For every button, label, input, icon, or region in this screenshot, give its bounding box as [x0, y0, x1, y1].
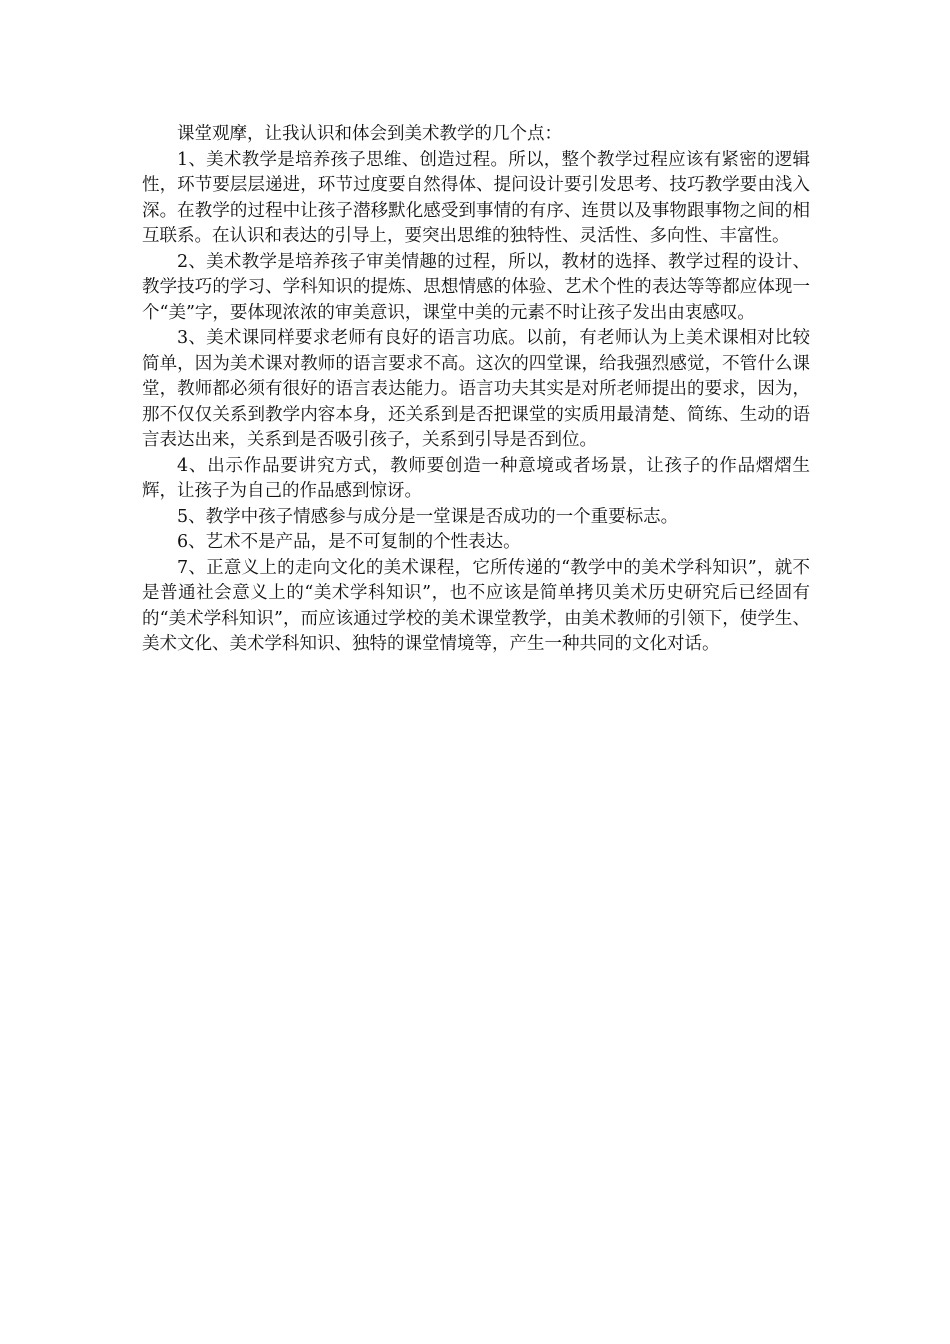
paragraph-4: 4、出示作品要讲究方式，教师要创造一种意境或者场景，让孩子的作品熠熠生辉，让孩子为自己的作品感到惊讶。	[142, 455, 810, 501]
paragraph-6: 6、艺术不是产品，是不可复制的个性表达。	[177, 532, 521, 552]
paragraph-5: 5、教学中孩子情感参与成分是一堂课是否成功的一个重要标志。	[177, 506, 679, 527]
intro-paragraph: 课堂观摩，让我认识和体会到美术教学的几个点：	[177, 124, 562, 144]
paragraph-3: 3、美术课同样要求老师有良好的语言功底。以前，有老师认为上美术课相对比较简单，因为美术课对教师的语言要求不高。这次的四堂课，给我强烈感觉，不管什么课堂，教师都必须有很好的语言表达能力。语言功夫其实是对所老师提出的要求，因为，那不仅仅关系到教学内容本身，还关系到是否把课堂的实质用最清楚、简练、生动的语言表达出来，关系到是否吸引孩子，关系到引导是否到位。	[142, 328, 810, 450]
document-body	[142, 122, 810, 658]
paragraph-1: 1、美术教学是培养孩子思维、创造过程。所以，整个教学过程应该有紧密的逻辑性，环节要层层递进，环节过度要自然得体、提问设计要引发思考、技巧教学要由浅入深。在教学的过程中让孩子潜移默化感受到事情的有序、连贯以及事物跟事物之间的相互联系。在认识和表达的引导上，要突出思维的独特性、灵活性、多向性、丰富性。	[142, 149, 810, 246]
paragraph-7: 7、正意义上的走向文化的美术课程，它所传递的“教学中的美术学科知识”，就不是普通社会意义上的“美术学科知识”，也不应该是简单拷贝美术历史研究后已经固有的“美术学科知识”，而应该通过学校的美术课堂教学，由美术教师的引领下，使学生、美术文化、美术学科知识、独特的课堂情境等，产生一种共同的文化对话。	[142, 557, 810, 654]
paragraph-2: 2、美术教学是培养孩子审美情趣的过程，所以，教材的选择、教学过程的设计、教学技巧的学习、学科知识的提炼、思想情感的体验、艺术个性的表达等等都应体现一个“美”字，要体现浓浓的审美意识，课堂中美的元素不时让孩子发出由衷感叹。	[142, 251, 810, 323]
